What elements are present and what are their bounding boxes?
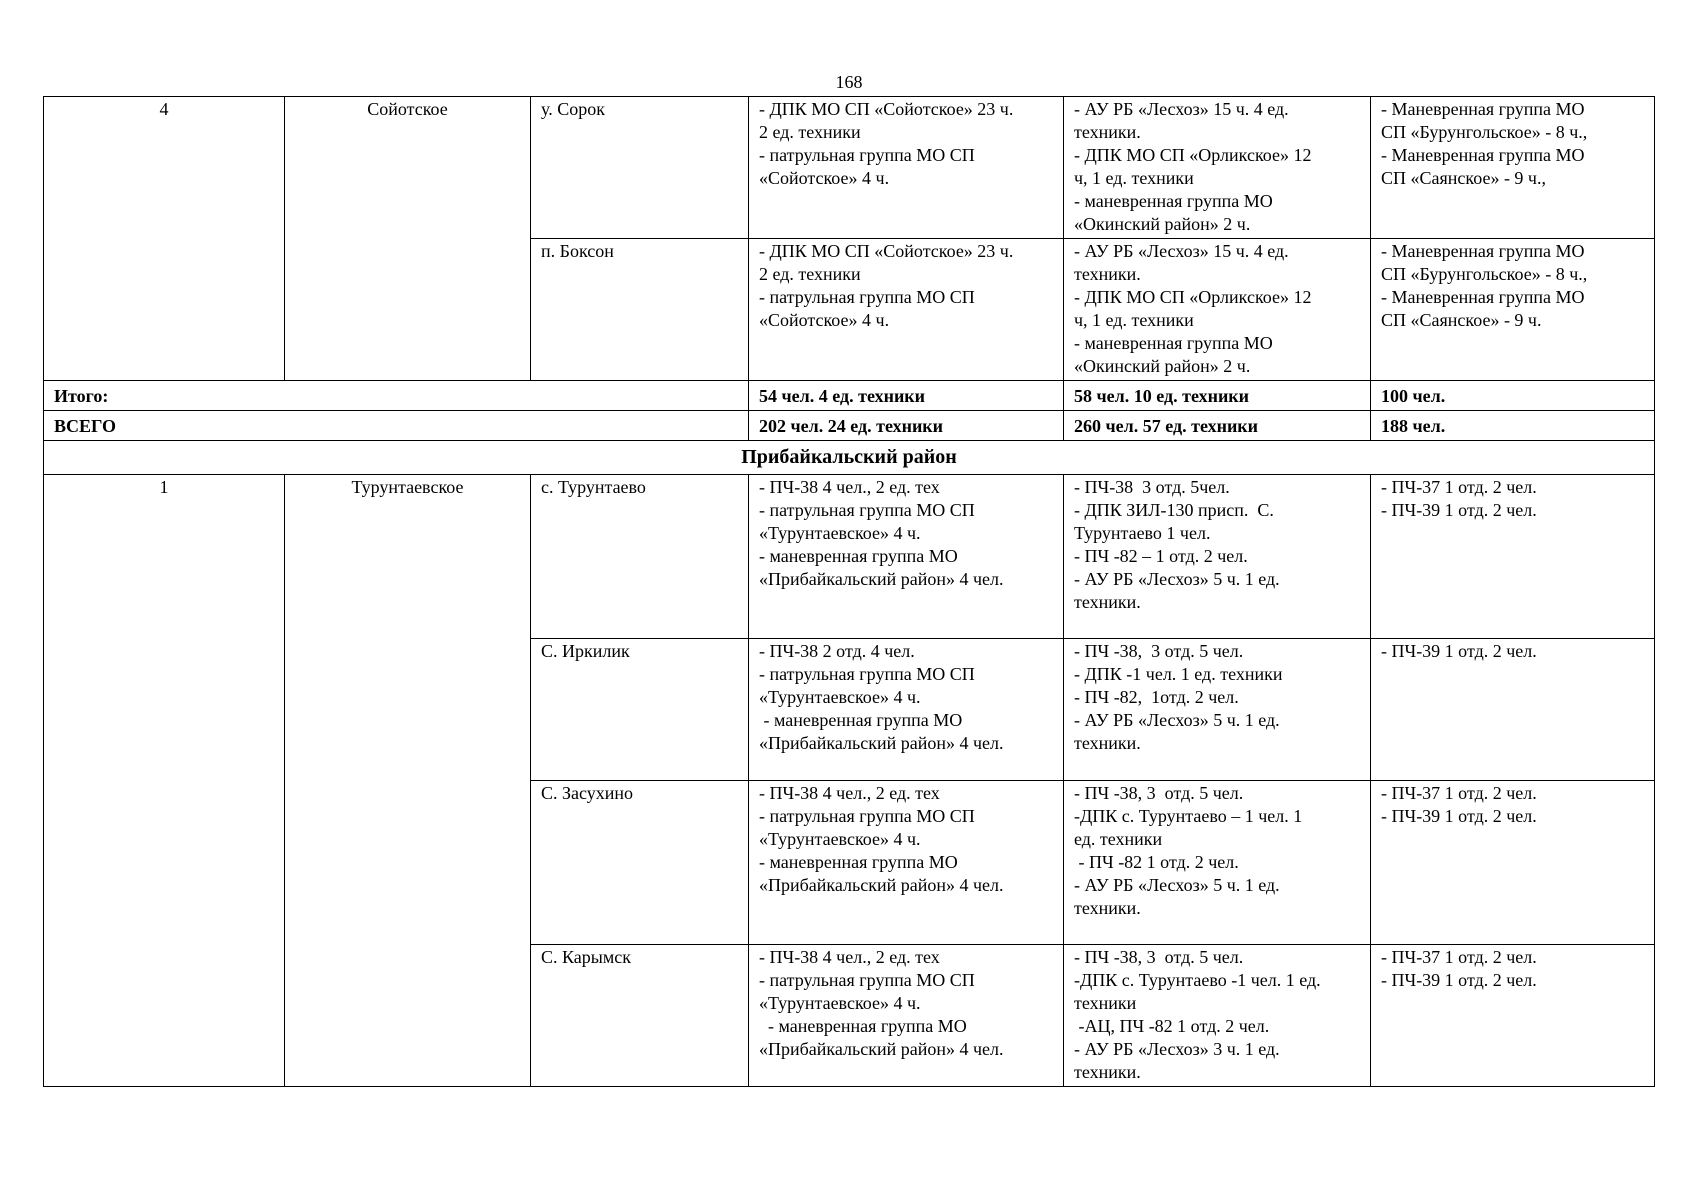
forces-cell: - ПЧ-38 4 чел., 2 ед. тех - патрульная группа МО СП «Турунтаевское» 4 ч. - маневренная группа МО «Прибайкальский район» 4 чел. (749, 475, 1064, 639)
table-row (44, 97, 1655, 239)
settlement-name: Сойотское (285, 97, 531, 381)
subtotal-row (44, 381, 1655, 411)
grand-total-col2: 260 чел. 57 ед. техники (1064, 411, 1371, 441)
forces-cell: - Маневренная группа МО СП «Бурунгольское» - 8 ч., - Маневренная группа МО СП «Саянское» - 9 ч. (1371, 239, 1655, 381)
forces-cell: - ПЧ -38, 3 отд. 5 чел. -ДПК с. Турунтаево – 1 чел. 1 ед. техники - ПЧ -82 1 отд. 2 чел. - АУ РБ «Лесхоз» 5 ч. 1 ед. техники. (1064, 781, 1371, 945)
subtotal-label: Итого: (44, 381, 749, 411)
region-title: Прибайкальский район (44, 441, 1655, 475)
row-number: 1 (44, 475, 285, 1087)
table-row (44, 475, 1655, 639)
row-number: 4 (44, 97, 285, 381)
forces-cell: - Маневренная группа МО СП «Бурунгольское» - 8 ч., - Маневренная группа МО СП «Саянское» - 9 ч., (1371, 97, 1655, 239)
forces-cell: - ПЧ -38, 3 отд. 5 чел. - ДПК -1 чел. 1 ед. техники - ПЧ -82, 1отд. 2 чел. - АУ РБ «Лесхоз» 5 ч. 1 ед. техники. (1064, 639, 1371, 781)
forces-cell: - АУ РБ «Лесхоз» 15 ч. 4 ед. техники. - ДПК МО СП «Орликское» 12 ч, 1 ед. техники - маневренная группа МО «Окинский район» 2 ч. (1064, 239, 1371, 381)
forces-cell: - ПЧ-37 1 отд. 2 чел. - ПЧ-39 1 отд. 2 чел. (1371, 475, 1655, 639)
forces-cell: - ПЧ-38 4 чел., 2 ед. тех - патрульная группа МО СП «Турунтаевское» 4 ч. - маневренная группа МО «Прибайкальский район» 4 чел. (749, 945, 1064, 1087)
forces-cell: - ПЧ-38 3 отд. 5чел. - ДПК ЗИЛ-130 присп. С. Турунтаево 1 чел. - ПЧ -82 – 1 отд. 2 чел. - АУ РБ «Лесхоз» 5 ч. 1 ед. техники. (1064, 475, 1371, 639)
subtotal-col2: 58 чел. 10 ед. техники (1064, 381, 1371, 411)
forces-cell: - ПЧ-39 1 отд. 2 чел. (1371, 639, 1655, 781)
forces-cell: - ДПК МО СП «Сойотское» 23 ч. 2 ед. техники - патрульная группа МО СП «Сойотское» 4 ч. (749, 239, 1064, 381)
forces-cell: - ПЧ -38, 3 отд. 5 чел. -ДПК с. Турунтаево -1 чел. 1 ед. техники -АЦ, ПЧ -82 1 отд. 2 чел. - АУ РБ «Лесхоз» 3 ч. 1 ед. техники. (1064, 945, 1371, 1087)
region-header-row (44, 441, 1655, 475)
locality-name: п. Боксон (531, 239, 749, 381)
forces-cell: - ДПК МО СП «Сойотское» 23 ч. 2 ед. техники - патрульная группа МО СП «Сойотское» 4 ч. (749, 97, 1064, 239)
subtotal-col3: 100 чел. (1371, 381, 1655, 411)
settlement-name: Турунтаевское (285, 475, 531, 1087)
grand-total-row (44, 411, 1655, 441)
locality-name: у. Сорок (531, 97, 749, 239)
grand-total-label: ВСЕГО (44, 411, 749, 441)
page-number: 168 (835, 72, 863, 92)
grand-total-col3: 188 чел. (1371, 411, 1655, 441)
grand-total-col1: 202 чел. 24 ед. техники (749, 411, 1064, 441)
forces-cell: - АУ РБ «Лесхоз» 15 ч. 4 ед. техники. - ДПК МО СП «Орликское» 12 ч, 1 ед. техники - маневренная группа МО «Окинский район» 2 ч. (1064, 97, 1371, 239)
locality-name: С. Засухино (531, 781, 749, 945)
forces-cell: - ПЧ-38 2 отд. 4 чел. - патрульная группа МО СП «Турунтаевское» 4 ч. - маневренная группа МО «Прибайкальский район» 4 чел. (749, 639, 1064, 781)
forces-cell: - ПЧ-37 1 отд. 2 чел. - ПЧ-39 1 отд. 2 чел. (1371, 781, 1655, 945)
locality-name: с. Турунтаево (531, 475, 749, 639)
locality-name: С. Иркилик (531, 639, 749, 781)
locality-name: С. Карымск (531, 945, 749, 1087)
forces-cell: - ПЧ-38 4 чел., 2 ед. тех - патрульная группа МО СП «Турунтаевское» 4 ч. - маневренная группа МО «Прибайкальский район» 4 чел. (749, 781, 1064, 945)
forces-table (43, 96, 1655, 1087)
subtotal-col1: 54 чел. 4 ед. техники (749, 381, 1064, 411)
forces-cell: - ПЧ-37 1 отд. 2 чел. - ПЧ-39 1 отд. 2 чел. (1371, 945, 1655, 1087)
